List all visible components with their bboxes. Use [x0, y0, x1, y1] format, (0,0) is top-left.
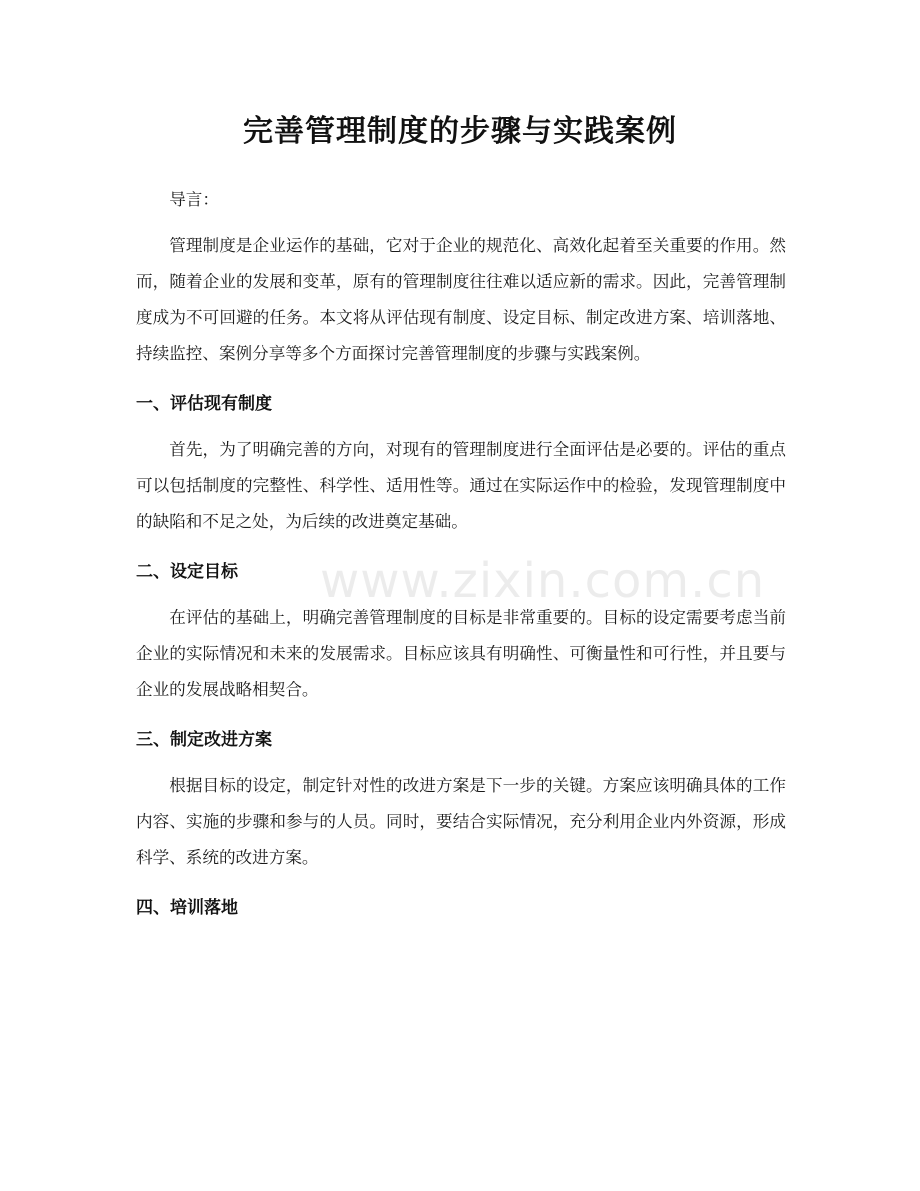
section-paragraph-1: 首先，为了明确完善的方向，对现有的管理制度进行全面评估是必要的。评估的重点可以包括制度的完整性、科学性、适用性等。通过在实际运作中的检验，发现管理制度中的缺陷和不足之处，为后续的改进奠定基础。 — [136, 440, 786, 531]
section-paragraph-3: 根据目标的设定，制定针对性的改进方案是下一步的关键。方案应该明确具体的工作内容、实施的步骤和参与的人员。同时，要结合实际情况，充分利用企业内外资源，形成科学、系统的改进方案。 — [136, 776, 786, 867]
section-paragraph-2: 在评估的基础上，明确完善管理制度的目标是非常重要的。目标的设定需要考虑当前企业的实际情况和未来的发展需求。目标应该具有明确性、可衡量性和可行性，并且要与企业的发展战略相契合。 — [136, 608, 786, 699]
document-body — [136, 182, 786, 926]
document-title: 完善管理制度的步骤与实践案例 — [243, 114, 677, 149]
section-heading-2: 二、设定目标 — [136, 562, 238, 582]
section-heading-4: 四、培训落地 — [136, 898, 238, 918]
intro-paragraph: 管理制度是企业运作的基础，它对于企业的规范化、高效化起着至关重要的作用。然而，随着企业的发展和变革，原有的管理制度往往难以适应新的需求。因此，完善管理制度成为不可回避的任务。本文将从评估现有制度、设定目标、制定改进方案、培训落地、持续监控、案例分享等多个方面探讨完善管理制度的步骤与实践案例。 — [136, 236, 786, 363]
intro-label: 导言： — [169, 190, 219, 209]
watermark-text: www.zixin.com.cn — [320, 553, 766, 609]
section-heading-1: 一、评估现有制度 — [136, 394, 272, 414]
section-heading-3: 三、制定改进方案 — [136, 730, 272, 750]
